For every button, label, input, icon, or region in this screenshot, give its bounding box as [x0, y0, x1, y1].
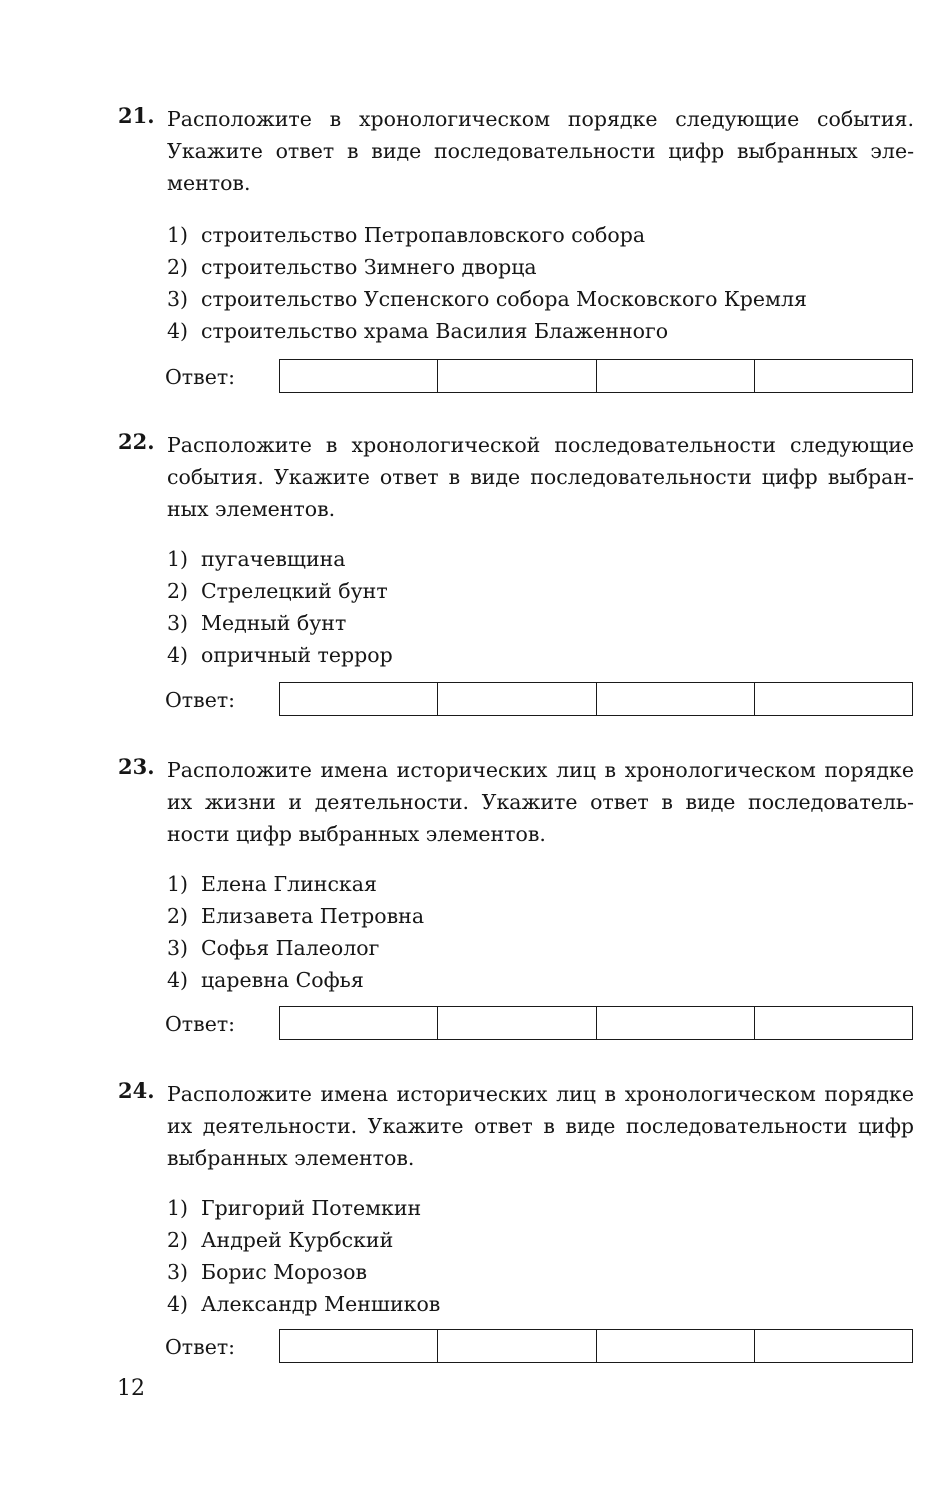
answer-cell[interactable] [755, 1330, 912, 1362]
option-item: 4) царевна Софья [167, 968, 364, 992]
answer-label: Ответ: [165, 688, 236, 712]
answer-cell[interactable] [280, 360, 438, 392]
answer-label: Ответ: [165, 1335, 236, 1359]
answer-cell[interactable] [438, 1330, 596, 1362]
answer-cell[interactable] [755, 683, 912, 715]
answer-cell[interactable] [280, 1330, 438, 1362]
answer-cell[interactable] [597, 1330, 755, 1362]
option-item: 3) Медный бунт [167, 611, 347, 635]
answer-label: Ответ: [165, 365, 236, 389]
task-prompt: Расположите имена исторических лиц в хронологическом порядке их жизни и деятельности. Укажите ответ в виде последователь-ности цифр выбранных элементов. [167, 758, 914, 846]
option-item: 4) опричный террор [167, 643, 393, 667]
option-item: 2) Стрелецкий бунт [167, 579, 388, 603]
task-prompt: Расположите в хронологической последовательности следующие события. Укажите ответ в виде последовательности цифр выбран-ных элементов. [167, 433, 914, 521]
answer-row [165, 1329, 915, 1365]
answer-boxes [279, 359, 913, 393]
answer-boxes [279, 1006, 913, 1040]
task-prompt: Расположите имена исторических лиц в хронологическом порядке их деятельности. Укажите ответ в виде последовательности цифр выбранных элементов. [167, 1082, 914, 1170]
answer-cell[interactable] [438, 360, 596, 392]
answer-row [165, 359, 915, 395]
option-item: 1) пугачевщина [167, 547, 346, 571]
answer-cell[interactable] [438, 1007, 596, 1039]
option-item: 2) Андрей Курбский [167, 1228, 394, 1252]
option-item: 1) Елена Глинская [167, 872, 377, 896]
answer-cell[interactable] [755, 360, 912, 392]
task-prompt: Расположите в хронологическом порядке следующие события. Укажите ответ в виде последовательности цифр выбранных эле-ментов. [167, 107, 914, 195]
option-item: 3) Софья Палеолог [167, 936, 380, 960]
option-item: 2) строительство Зимнего дворца [167, 255, 537, 279]
answer-cell[interactable] [597, 360, 755, 392]
answer-cell[interactable] [755, 1007, 912, 1039]
option-item: 3) Борис Морозов [167, 1260, 368, 1284]
option-list [167, 543, 907, 671]
option-item: 3) строительство Успенского собора Московского Кремля [167, 287, 807, 311]
option-list [167, 219, 907, 347]
option-list [167, 1192, 907, 1320]
option-item: 2) Елизавета Петровна [167, 904, 425, 928]
answer-cell[interactable] [280, 1007, 438, 1039]
option-list [167, 868, 907, 996]
answer-boxes [279, 1329, 913, 1363]
option-item: 1) Григорий Потемкин [167, 1196, 422, 1220]
answer-cell[interactable] [597, 683, 755, 715]
option-item: 4) Александр Меншиков [167, 1292, 441, 1316]
option-item: 4) строительство храма Василия Блаженного [167, 319, 669, 343]
answer-cell[interactable] [597, 1007, 755, 1039]
answer-row [165, 1006, 915, 1042]
answer-row [165, 682, 915, 718]
page-number: 12 [117, 1376, 145, 1401]
task-number: 21. [118, 103, 155, 128]
option-item: 1) строительство Петропавловского собора [167, 223, 646, 247]
task-number: 23. [118, 754, 155, 779]
answer-cell[interactable] [438, 683, 596, 715]
answer-boxes [279, 682, 913, 716]
answer-cell[interactable] [280, 683, 438, 715]
answer-label: Ответ: [165, 1012, 236, 1036]
task-number: 24. [118, 1078, 155, 1103]
task-number: 22. [118, 429, 155, 454]
